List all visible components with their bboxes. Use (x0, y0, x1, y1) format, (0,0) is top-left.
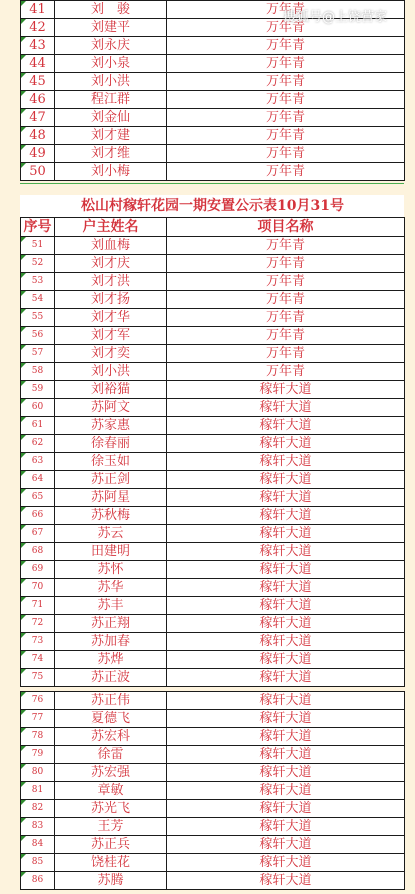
cell-no: 82 (21, 800, 55, 818)
cell-no: 44 (21, 55, 55, 73)
cell-name: 刘才庆 (55, 255, 167, 273)
cell-project: 万年青 (167, 91, 405, 109)
cell-no: 72 (21, 615, 55, 633)
cell-name: 苏正兵 (55, 836, 167, 854)
table-row (21, 746, 405, 764)
cell-no: 81 (21, 782, 55, 800)
cell-project: 稼轩大道 (167, 669, 405, 687)
cell-name: 苏光飞 (55, 800, 167, 818)
cell-name: 刘才华 (55, 309, 167, 327)
cell-no: 55 (21, 309, 55, 327)
table-row (21, 109, 405, 127)
table-header-row (21, 218, 405, 237)
table-row (21, 507, 405, 525)
cell-no: 69 (21, 561, 55, 579)
table-row (21, 489, 405, 507)
table-row (21, 145, 405, 163)
cell-project: 万年青 (167, 109, 405, 127)
cell-name: 刘建平 (55, 19, 167, 37)
cell-name: 刘才军 (55, 327, 167, 345)
cell-project: 万年青 (167, 163, 405, 181)
cell-name: 刘裕猫 (55, 381, 167, 399)
cell-project: 稼轩大道 (167, 615, 405, 633)
cell-name: 苏正翔 (55, 615, 167, 633)
cell-name: 刘金仙 (55, 109, 167, 127)
table-row (21, 651, 405, 669)
table-row (21, 615, 405, 633)
cell-no: 41 (21, 1, 55, 19)
cell-no: 60 (21, 399, 55, 417)
cell-name: 刘才维 (55, 145, 167, 163)
table-row (21, 836, 405, 854)
table-row (21, 579, 405, 597)
table-row (21, 309, 405, 327)
table-row (21, 764, 405, 782)
cell-no: 73 (21, 633, 55, 651)
header-name: 户主姓名 (55, 218, 167, 237)
cell-no: 49 (21, 145, 55, 163)
table-row (21, 669, 405, 687)
cell-project: 稼轩大道 (167, 381, 405, 399)
cell-project: 万年青 (167, 73, 405, 91)
cell-name: 刘小洪 (55, 73, 167, 91)
cell-name: 程江群 (55, 91, 167, 109)
cell-project: 稼轩大道 (167, 818, 405, 836)
cell-project: 万年青 (167, 19, 405, 37)
cell-project: 稼轩大道 (167, 633, 405, 651)
cell-name: 刘才奕 (55, 345, 167, 363)
cell-project: 稼轩大道 (167, 507, 405, 525)
cell-name: 苏正剑 (55, 471, 167, 489)
cell-no: 70 (21, 579, 55, 597)
cell-project: 稼轩大道 (167, 597, 405, 615)
cell-no: 71 (21, 597, 55, 615)
cell-project: 稼轩大道 (167, 710, 405, 728)
cell-name: 苏烨 (55, 651, 167, 669)
cell-name: 章敏 (55, 782, 167, 800)
cell-project: 万年青 (167, 309, 405, 327)
cell-name: 徐玉如 (55, 453, 167, 471)
table-row (21, 872, 405, 890)
table-first-body (21, 1, 405, 181)
cell-project: 稼轩大道 (167, 782, 405, 800)
cell-project: 稼轩大道 (167, 543, 405, 561)
cell-project: 万年青 (167, 237, 405, 255)
cell-project: 稼轩大道 (167, 854, 405, 872)
cell-no: 64 (21, 471, 55, 489)
cell-project: 稼轩大道 (167, 764, 405, 782)
cell-project: 稼轩大道 (167, 728, 405, 746)
cell-name: 苏加春 (55, 633, 167, 651)
cell-no: 51 (21, 237, 55, 255)
cell-no: 53 (21, 273, 55, 291)
cell-no: 58 (21, 363, 55, 381)
cell-project: 万年青 (167, 145, 405, 163)
cell-name: 刘小泉 (55, 55, 167, 73)
table-row (21, 417, 405, 435)
table-row (21, 692, 405, 710)
table-row (21, 237, 405, 255)
cell-project: 稼轩大道 (167, 435, 405, 453)
cell-no: 86 (21, 872, 55, 890)
cell-project: 稼轩大道 (167, 561, 405, 579)
cell-project: 万年青 (167, 1, 405, 19)
table-row (21, 73, 405, 91)
table-row (21, 728, 405, 746)
cell-name: 苏云 (55, 525, 167, 543)
cell-project: 稼轩大道 (167, 872, 405, 890)
cell-no: 84 (21, 836, 55, 854)
cell-name: 苏阿文 (55, 399, 167, 417)
cell-name: 刘才洪 (55, 273, 167, 291)
table-title-row (21, 195, 405, 218)
cell-no: 79 (21, 746, 55, 764)
cell-no: 65 (21, 489, 55, 507)
watermark: 搜狐号@上饶营家 (283, 10, 388, 25)
cell-name: 苏华 (55, 579, 167, 597)
table-row (21, 633, 405, 651)
table-row (21, 55, 405, 73)
cell-no: 46 (21, 91, 55, 109)
cell-no: 63 (21, 453, 55, 471)
cell-project: 万年青 (167, 273, 405, 291)
table-row (21, 782, 405, 800)
cell-project: 万年青 (167, 345, 405, 363)
table-row (21, 91, 405, 109)
cell-project: 稼轩大道 (167, 471, 405, 489)
cell-no: 68 (21, 543, 55, 561)
table-row (21, 363, 405, 381)
table-row (21, 381, 405, 399)
cell-project: 稼轩大道 (167, 800, 405, 818)
cell-project: 万年青 (167, 255, 405, 273)
cell-project: 万年青 (167, 291, 405, 309)
cell-name: 苏正伟 (55, 692, 167, 710)
cell-name: 王芳 (55, 818, 167, 836)
cell-name: 苏家惠 (55, 417, 167, 435)
cell-no: 50 (21, 163, 55, 181)
cell-no: 59 (21, 381, 55, 399)
table-row (21, 399, 405, 417)
cell-name: 苏丰 (55, 597, 167, 615)
cell-no: 83 (21, 818, 55, 836)
cell-no: 78 (21, 728, 55, 746)
table-row (21, 163, 405, 181)
cell-name: 田建明 (55, 543, 167, 561)
cell-name: 苏正波 (55, 669, 167, 687)
cell-project: 稼轩大道 (167, 651, 405, 669)
cell-no: 47 (21, 109, 55, 127)
cell-no: 42 (21, 19, 55, 37)
cell-project: 万年青 (167, 37, 405, 55)
cell-no: 43 (21, 37, 55, 55)
table-third (20, 691, 404, 890)
cell-no: 77 (21, 710, 55, 728)
cell-name: 苏腾 (55, 872, 167, 890)
table-row (21, 273, 405, 291)
cell-name: 徐春丽 (55, 435, 167, 453)
cell-project: 稼轩大道 (167, 746, 405, 764)
table-second (20, 195, 404, 687)
table-row (21, 800, 405, 818)
cell-name: 刘 骏 (55, 1, 167, 19)
cell-no: 66 (21, 507, 55, 525)
cell-name: 刘才建 (55, 127, 167, 145)
cell-name: 苏宏强 (55, 764, 167, 782)
table-row (21, 453, 405, 471)
cell-project: 稼轩大道 (167, 453, 405, 471)
cell-project: 稼轩大道 (167, 417, 405, 435)
cell-no: 76 (21, 692, 55, 710)
cell-project: 万年青 (167, 327, 405, 345)
cell-name: 刘才扬 (55, 291, 167, 309)
cell-name: 夏德飞 (55, 710, 167, 728)
cell-project: 稼轩大道 (167, 525, 405, 543)
cell-name: 饶桂花 (55, 854, 167, 872)
cell-name: 苏宏科 (55, 728, 167, 746)
cell-no: 61 (21, 417, 55, 435)
cell-project: 万年青 (167, 363, 405, 381)
cell-name: 刘血梅 (55, 237, 167, 255)
table-first (20, 0, 404, 181)
table-second-body (21, 237, 405, 687)
cell-no: 75 (21, 669, 55, 687)
cell-no: 56 (21, 327, 55, 345)
cell-name: 刘小洪 (55, 363, 167, 381)
table-row (21, 435, 405, 453)
cell-no: 62 (21, 435, 55, 453)
cell-no: 85 (21, 854, 55, 872)
table-row (21, 471, 405, 489)
cell-name: 苏怀 (55, 561, 167, 579)
separator-line (20, 183, 404, 184)
cell-no: 52 (21, 255, 55, 273)
cell-no: 57 (21, 345, 55, 363)
cell-name: 苏阿星 (55, 489, 167, 507)
cell-no: 67 (21, 525, 55, 543)
table-row (21, 543, 405, 561)
header-project: 项目名称 (167, 218, 405, 237)
cell-name: 苏秋梅 (55, 507, 167, 525)
table-row (21, 327, 405, 345)
table-row (21, 37, 405, 55)
cell-project: 稼轩大道 (167, 489, 405, 507)
table-row (21, 710, 405, 728)
cell-no: 80 (21, 764, 55, 782)
table-row (21, 561, 405, 579)
table-third-body (21, 692, 405, 890)
cell-name: 徐雷 (55, 746, 167, 764)
table-row (21, 597, 405, 615)
table-row (21, 818, 405, 836)
table-row (21, 345, 405, 363)
cell-name: 刘永庆 (55, 37, 167, 55)
cell-project: 稼轩大道 (167, 836, 405, 854)
cell-project: 万年青 (167, 127, 405, 145)
cell-name: 刘小梅 (55, 163, 167, 181)
cell-no: 54 (21, 291, 55, 309)
table-title: 松山村稼轩花园一期安置公示表10月31号 (21, 195, 405, 218)
table-row (21, 291, 405, 309)
table-row (21, 854, 405, 872)
table-row (21, 255, 405, 273)
cell-no: 48 (21, 127, 55, 145)
table-row (21, 525, 405, 543)
cell-project: 万年青 (167, 55, 405, 73)
cell-project: 稼轩大道 (167, 399, 405, 417)
table-row (21, 127, 405, 145)
cell-project: 稼轩大道 (167, 579, 405, 597)
cell-no: 45 (21, 73, 55, 91)
cell-no: 74 (21, 651, 55, 669)
header-no: 序号 (21, 218, 55, 237)
cell-project: 稼轩大道 (167, 692, 405, 710)
